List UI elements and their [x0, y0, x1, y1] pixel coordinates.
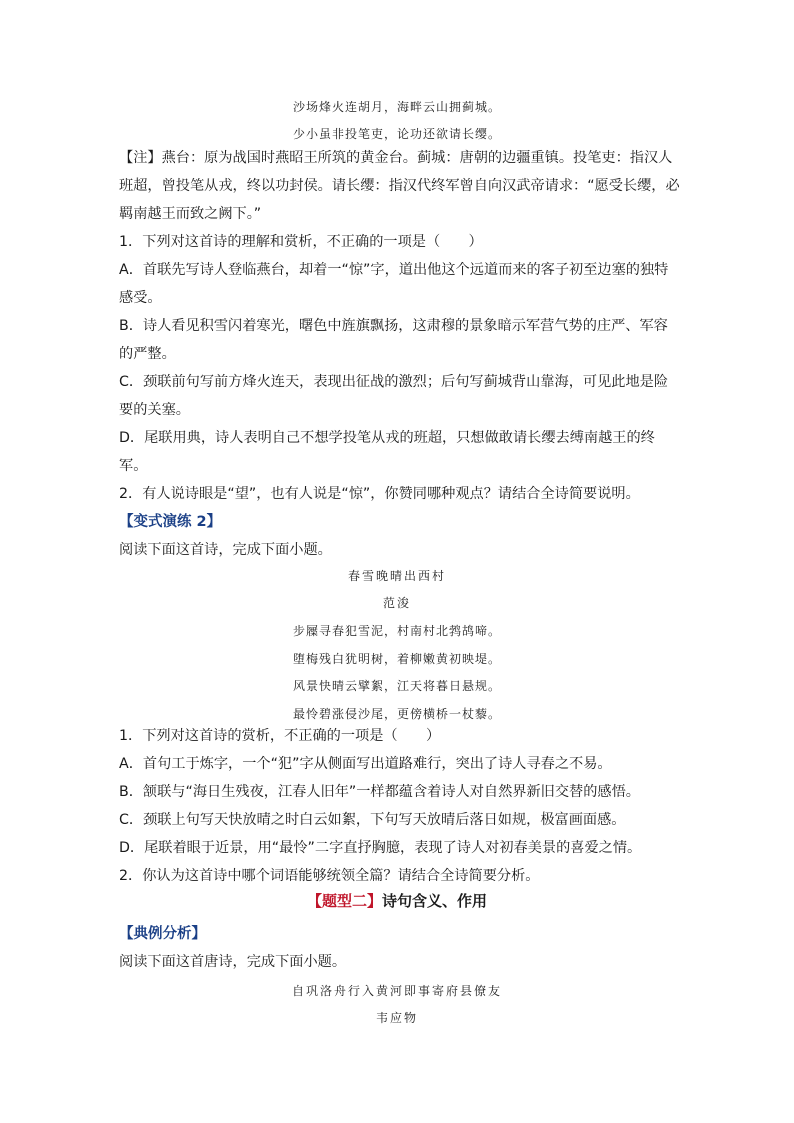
section-heading-text: 诗句含义、作用 — [382, 892, 488, 910]
note-line: 【注】燕台：原为战国时燕昭王所筑的黄金台。蓟城：唐朝的边疆重镇。投笔吏：指汉人 — [119, 150, 673, 166]
option-a-cont: 感受。 — [119, 290, 162, 306]
option-b: B．诗人看见积雪闪着寒光，曙色中旌旗飘扬，这肃穆的景象暗示军营气势的庄严、军容 — [119, 318, 668, 334]
option-d-cont: 军。 — [119, 458, 148, 474]
poem-title: 春雪晚晴出西村 — [347, 569, 446, 583]
option-b-cont: 的严整。 — [119, 346, 176, 362]
question-stem: 1．下列对这首诗的赏析，不正确的一项是（ ） — [119, 728, 441, 744]
note-line: 班超，曾投笔从戎，终以功封侯。请长缨：指汉代终军曾自向汉武帝请求：“愿受长缨，必 — [119, 178, 680, 194]
question-2: 2．你认为这首诗中哪个词语能够统领全篇？请结合全诗简要分析。 — [119, 868, 540, 884]
poem-title: 自巩洛舟行入黄河即事寄府县僚友 — [291, 984, 502, 998]
poem-line: 风景快晴云擘絮，江天将暮日悬规。 — [292, 679, 501, 693]
poem-author: 韦应物 — [375, 1011, 418, 1025]
poem-line: 堕梅残白犹明树，着柳嫩黄初映堤。 — [292, 652, 501, 666]
variant-intro: 阅读下面这首诗，完成下面小题。 — [119, 542, 332, 558]
example-intro: 阅读下面这首唐诗，完成下面小题。 — [119, 954, 347, 970]
poem-line: 最怜碧涨侵沙尾，更傍横桥一杖藜。 — [292, 707, 501, 721]
poem-line: 步屧寻春犯雪泥，村南村北鹁鸪啼。 — [292, 624, 501, 638]
option-c: C．颈联上句写天快放晴之时白云如絮，下句写天放晴后落日如规，极富画面感。 — [119, 812, 626, 828]
option-c-cont: 要的关塞。 — [119, 402, 190, 418]
poem-line: 沙场烽火连胡月，海畔云山拥蓟城。 — [292, 100, 501, 114]
question-stem: 1．下列对这首诗的理解和赏析，不正确的一项是（ ） — [119, 234, 483, 250]
option-d: D．尾联用典，诗人表明自己不想学投笔从戎的班超，只想做敢请长缨去缚南越王的终 — [119, 430, 655, 446]
note-line: 羁南越王而致之阙下。” — [119, 206, 262, 222]
variant-heading: 【变式演练 2】 — [119, 514, 222, 530]
option-c: C．颈联前句写前方烽火连天，表现出征战的激烈；后句写蓟城背山靠海，可见此地是险 — [119, 374, 669, 390]
option-a: A．首联先写诗人登临燕台，却着一“惊”字，道出他这个远道而来的客子初至边塞的独特 — [119, 262, 669, 278]
example-heading: 【典例分析】 — [119, 926, 206, 942]
option-b: B．颔联与“海日生残夜，江春人旧年”一样都蕴含着诗人对自然界新旧交替的感悟。 — [119, 784, 640, 800]
option-a: A．首句工于炼字，一个“犯”字从侧面写出道路难行，突出了诗人寻春之不易。 — [119, 756, 612, 772]
poem-author: 范浚 — [382, 596, 411, 610]
section-heading — [0, 890, 794, 911]
question-2: 2．有人说诗眼是“望”，也有人说是“惊”，你赞同哪种观点？请结合全诗简要说明。 — [119, 486, 640, 502]
poem-line: 少小虽非投笔吏，论功还欲请长缨。 — [292, 127, 501, 141]
section-heading-tag: 【题型二】 — [306, 892, 382, 910]
option-d: D．尾联着眼于近景，用“最怜”二字直抒胸臆，表现了诗人对初春美景的喜爱之情。 — [119, 840, 642, 856]
